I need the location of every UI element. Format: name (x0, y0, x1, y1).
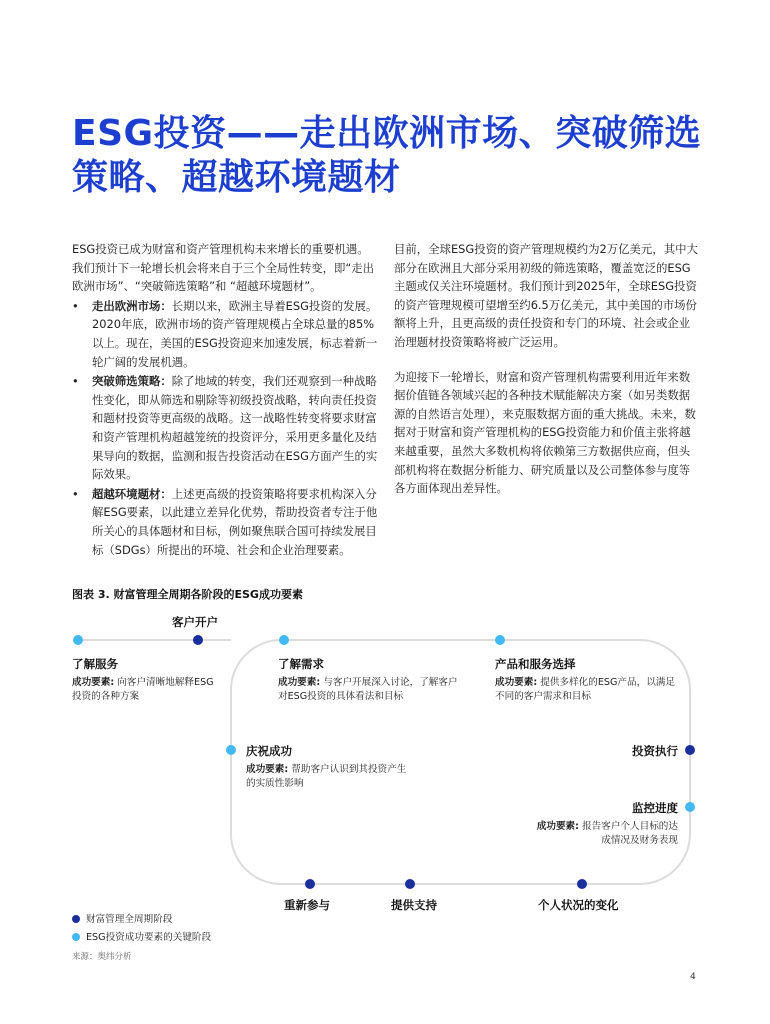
figure-title: 图表 3. 财富管理全周期各阶段的ESG成功要素 (72, 588, 303, 601)
page-title: ESG投资——走出欧洲市场、突破筛选策略、超越环境题材 (72, 113, 702, 198)
dot-reengage (305, 879, 315, 889)
stage-open-account: 客户开户 (172, 615, 218, 629)
stage-desc (278, 676, 458, 704)
stage-celebrate (246, 743, 411, 791)
stage-desc (246, 763, 411, 791)
success-label: 成功要素: (72, 677, 115, 688)
stage-desc-text: 与客户开展深入讨论，了解客户对ESG投资的具体看法和目标 (278, 677, 458, 702)
dot-understand-service (73, 635, 83, 645)
legend-label: ESG投资成功要素的关键阶段 (86, 932, 212, 943)
page-number: 4 (690, 972, 696, 982)
bullet-text: 上述更高级的投资策略将要求机构深入分解ESG要素，以此建立差异化优势，帮助投资者专注于他所关心的具体题材和目标，例如聚焦联合国可持续发展目标（SDGs）所提出的环境、社会和企业治理要素。 (92, 486, 378, 557)
stage-reengage: 重新参与 (284, 898, 330, 912)
dot-understand-needs (279, 635, 289, 645)
stage-name: 了解需求 (278, 657, 324, 671)
stage-name: 庆祝成功 (246, 744, 292, 758)
stage-desc-text: 报告客户个人目标的达成情况及财务表现 (582, 821, 678, 846)
stage-monitor-desc (528, 820, 678, 848)
success-label: 成功要素: (536, 821, 579, 832)
bullet-label: 超越环境题材： (92, 486, 172, 501)
stage-monitor-name: 监控进度 (632, 801, 678, 815)
intro-paragraph: ESG投资已成为财富和资产管理机构未来增长的重要机遇。我们预计下一轮增长机会将来自于三个全局性转变，即“走出欧洲市场”、“突破筛选策略”和 “超越环境题材”。 (72, 242, 375, 294)
stage-name: 了解服务 (72, 657, 118, 671)
stage-product-selection (495, 656, 675, 704)
bullet-text: 除了地域的转变，我们还观察到一种战略性变化，即从筛选和剔除等初级投资战略，转向责任投资和题材投资等更高级的战略。这一战略性转变将要求财富和资产管理机构超越笼统的投资评分，采用更多量化及结果导向的数据，监测和报告投资活动在ESG方面产生的实际效果。 (92, 374, 378, 482)
dot-open-account (193, 635, 203, 645)
stage-name: 产品和服务选择 (495, 657, 576, 671)
stage-execute: 投资执行 (632, 744, 678, 758)
dot-celebrate (226, 745, 236, 755)
legend-label: 财富管理全周期阶段 (86, 914, 173, 925)
stage-desc (495, 676, 675, 704)
stage-support: 提供支持 (391, 898, 437, 912)
success-label: 成功要素: (246, 764, 289, 775)
legend-dot (72, 915, 80, 923)
market-size-paragraph: 目前，全球ESG投资的资产管理规模约为2万亿美元，其中大部分在欧洲且大部分采用初级的筛选策略，覆盖宽泛的ESG主题或仅关注环境题材。我们预计到2025年，全球ESG投资的资产管理规模可望增至约6.5万亿美元，其中美国的市场份额将上升，且更高级的责任投资和专门的环境、社会或企业治理题材投资策略将被广泛运用。 (394, 242, 698, 349)
dot-product-selection (495, 635, 505, 645)
success-label: 成功要素: (495, 677, 538, 688)
stage-desc (72, 676, 222, 704)
stage-understand-service (72, 656, 222, 704)
data-challenge-paragraph: 为迎接下一轮增长，财富和资产管理机构需要利用近年来数据价值链各领域兴起的各种技术赋能解决方案（如另类数据源的自然语言处理），来克服数据方面的重大挑战。未来，数据对于财富和资产管理机构的ESG投资能力和价值主张将越来越重要，虽然大多数机构将依赖第三方数据供应商，但头部机构将在数据分析能力、研究质量以及公司整体参与度等各方面体现出差异性。 (394, 369, 696, 496)
stage-desc-text: 向客户清晰地解释ESG投资的各种方案 (72, 677, 214, 702)
dot-support (405, 879, 415, 889)
legend-item-key-stage (72, 929, 211, 943)
success-label: 成功要素: (278, 677, 321, 688)
dot-monitor (685, 802, 695, 812)
bullet-label: 走出欧洲市场： (92, 298, 172, 313)
legend-item-lifecycle (72, 911, 172, 925)
dot-life-change (577, 879, 587, 889)
source-note: 来源：奥纬分析 (72, 952, 132, 962)
dot-execute (685, 745, 695, 755)
bullet-text: 长期以来，欧洲主导着ESG投资的发展。2020年底，欧洲市场的资产管理规模占全球总量的85%以上。现在，美国的ESG投资迎来加速发展，标志着新一轮广阔的发展机遇。 (92, 298, 378, 369)
stage-understand-needs (278, 656, 458, 704)
stage-desc-text: 帮助客户认识到其投资产生的实质性影响 (246, 764, 407, 789)
stage-desc-text: 提供多样化的ESG产品，以满足不同的客户需求和目标 (495, 677, 675, 702)
legend-dot (72, 933, 80, 941)
stage-life-change: 个人状况的变化 (538, 898, 619, 912)
bullet-label: 突破筛选策略： (92, 374, 172, 389)
